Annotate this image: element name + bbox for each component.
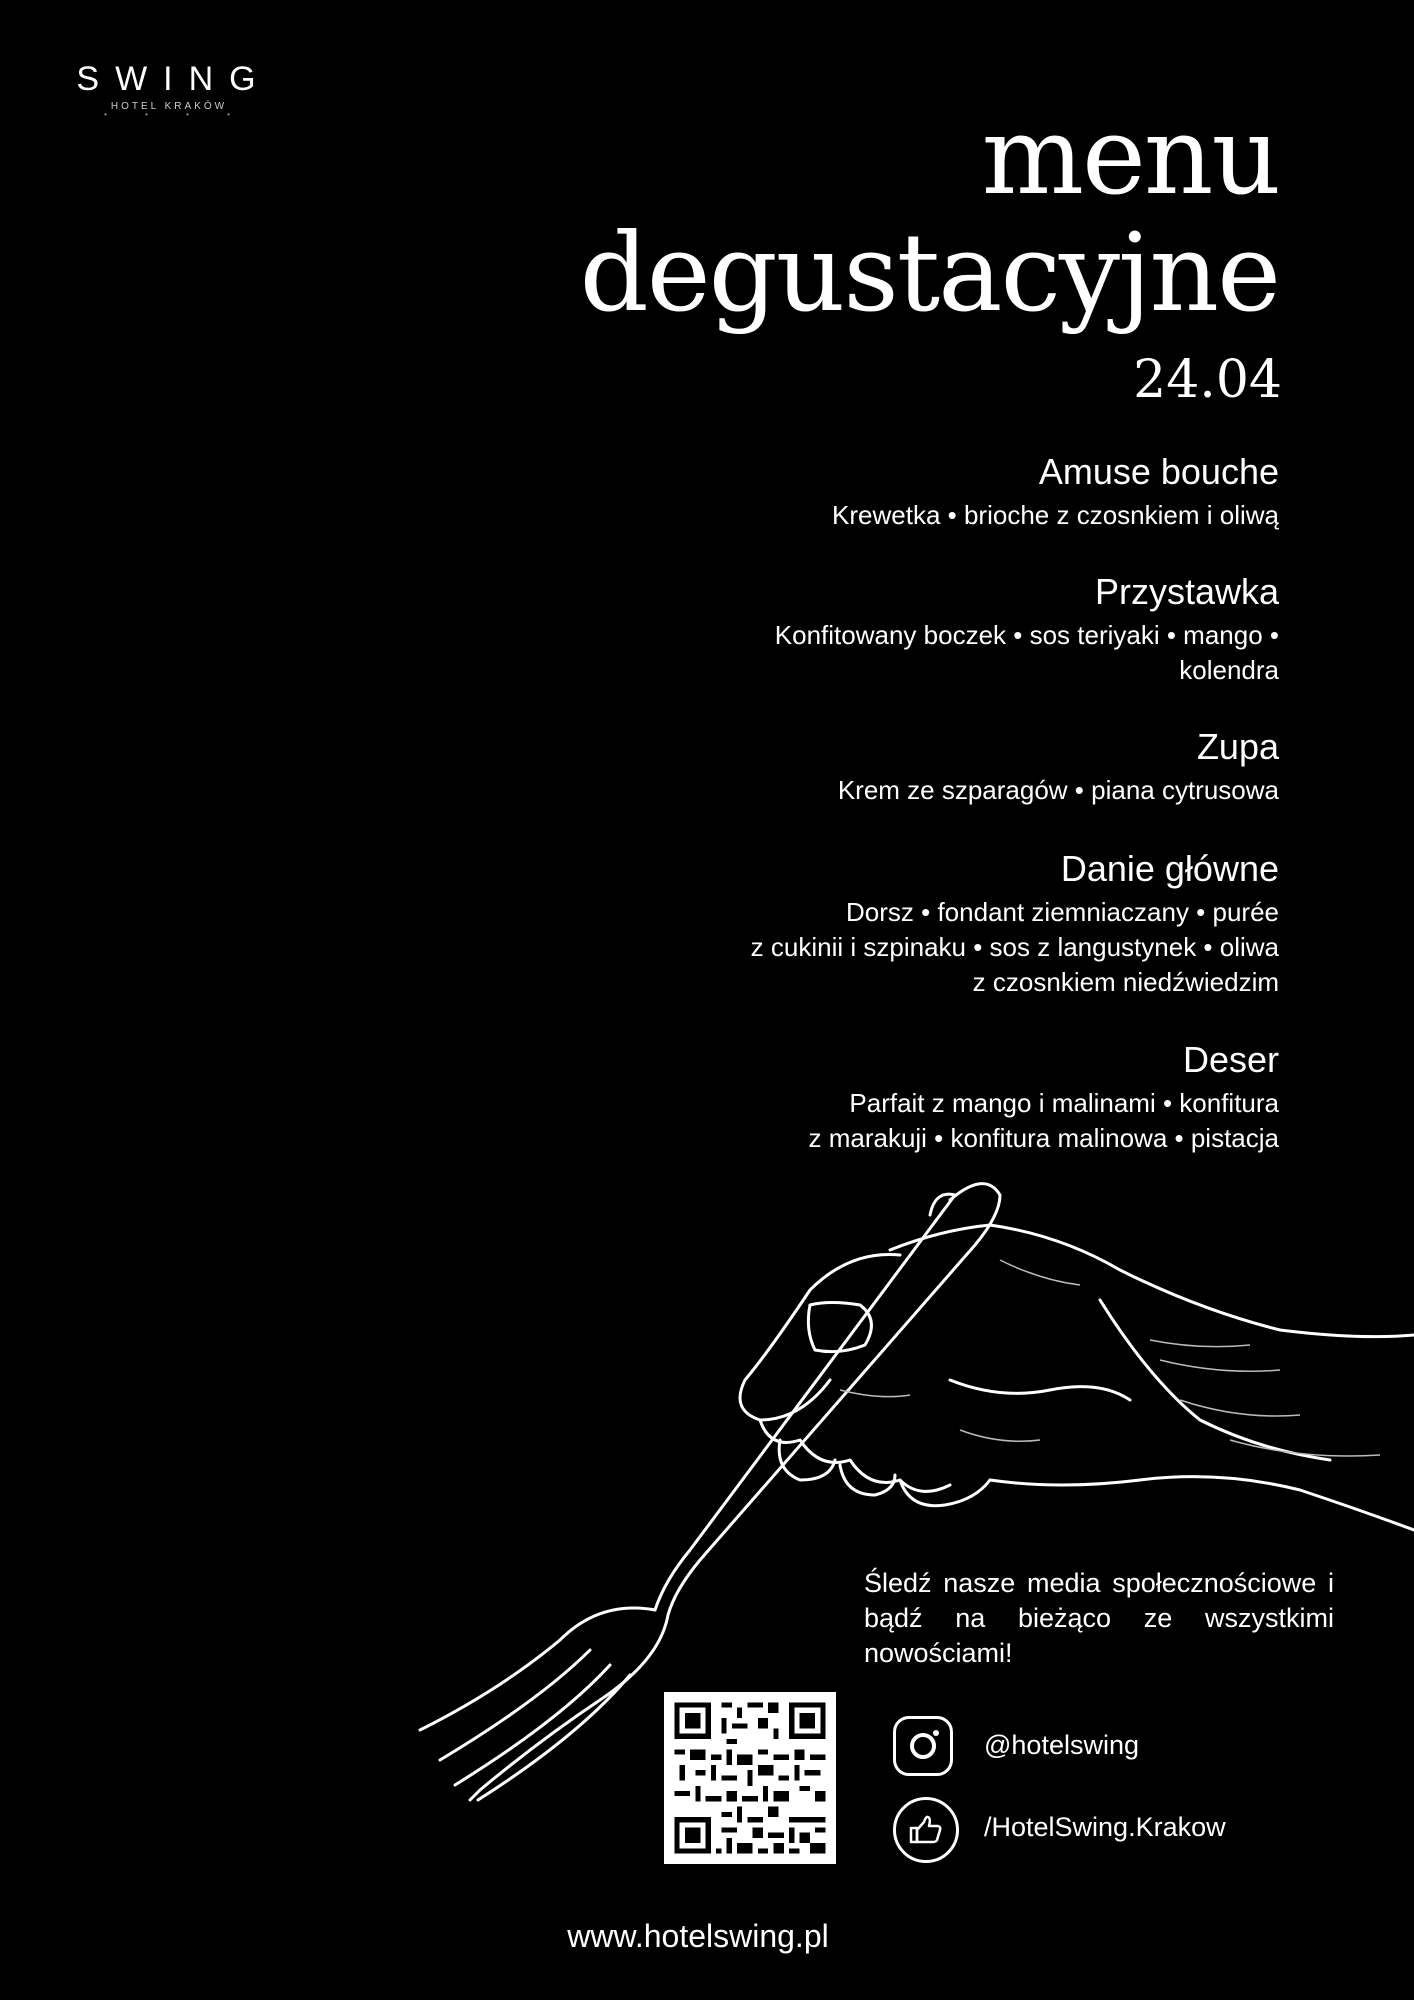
course-desc-line: Dorsz • fondant ziemniaczany • purée	[846, 897, 1279, 927]
course-desc-line: z marakuji • konfitura malinowa • pistacja	[808, 1123, 1279, 1153]
qr-code[interactable]	[664, 1692, 836, 1864]
course-desc-line: Krem ze szparagów • piana cytrusowa	[837, 775, 1279, 805]
course-name: Deser	[1182, 1039, 1279, 1080]
menu-date: 24.04	[1133, 350, 1282, 410]
title-line-2: degustacyjne	[579, 211, 1279, 336]
website-link[interactable]	[0, 1918, 1414, 1955]
course-name: Amuse bouche	[1038, 451, 1279, 492]
logo-dots: • • • •	[104, 110, 248, 119]
course-desc-line: z czosnkiem niedźwiedzim	[972, 967, 1279, 997]
course-name: Zupa	[1196, 726, 1279, 767]
instagram-icon[interactable]	[893, 1716, 953, 1776]
hand-outline	[890, 1225, 1414, 1337]
course-name: Danie główne	[1060, 848, 1279, 889]
title-line-1: menu	[981, 94, 1279, 219]
facebook-handle[interactable]: /HotelSwing.Krakow	[984, 1812, 1226, 1842]
fork-handle	[668, 1184, 1000, 1615]
course-name: Przystawka	[1094, 571, 1279, 612]
course-desc-line: Konfitowany boczek • sos teriyaki • mango •	[774, 620, 1279, 650]
thumbs-up-icon[interactable]	[893, 1797, 959, 1863]
website-url[interactable]: www.hotelswing.pl	[567, 1918, 829, 1954]
instagram-handle[interactable]: @hotelswing	[984, 1730, 1139, 1760]
fork-head	[470, 1615, 668, 1800]
course-desc-line: kolendra	[1179, 655, 1279, 685]
course-desc-line: Parfait z mango i malinami • konfitura	[849, 1088, 1279, 1118]
logo-subtitle: HOTEL KRAKÓW	[110, 101, 228, 112]
social-media-invitation: Śledź nasze media społecznościowe i bądź na bieżąco ze wszystkimi nowościami!	[864, 1568, 1334, 1668]
logo-wordmark: SWING	[76, 60, 272, 98]
course-desc-line: Krewetka • brioche z czosnkiem i oliwą	[832, 500, 1279, 530]
course-desc-line: z cukinii i szpinaku • sos z langustynek • oliwa	[750, 932, 1279, 962]
